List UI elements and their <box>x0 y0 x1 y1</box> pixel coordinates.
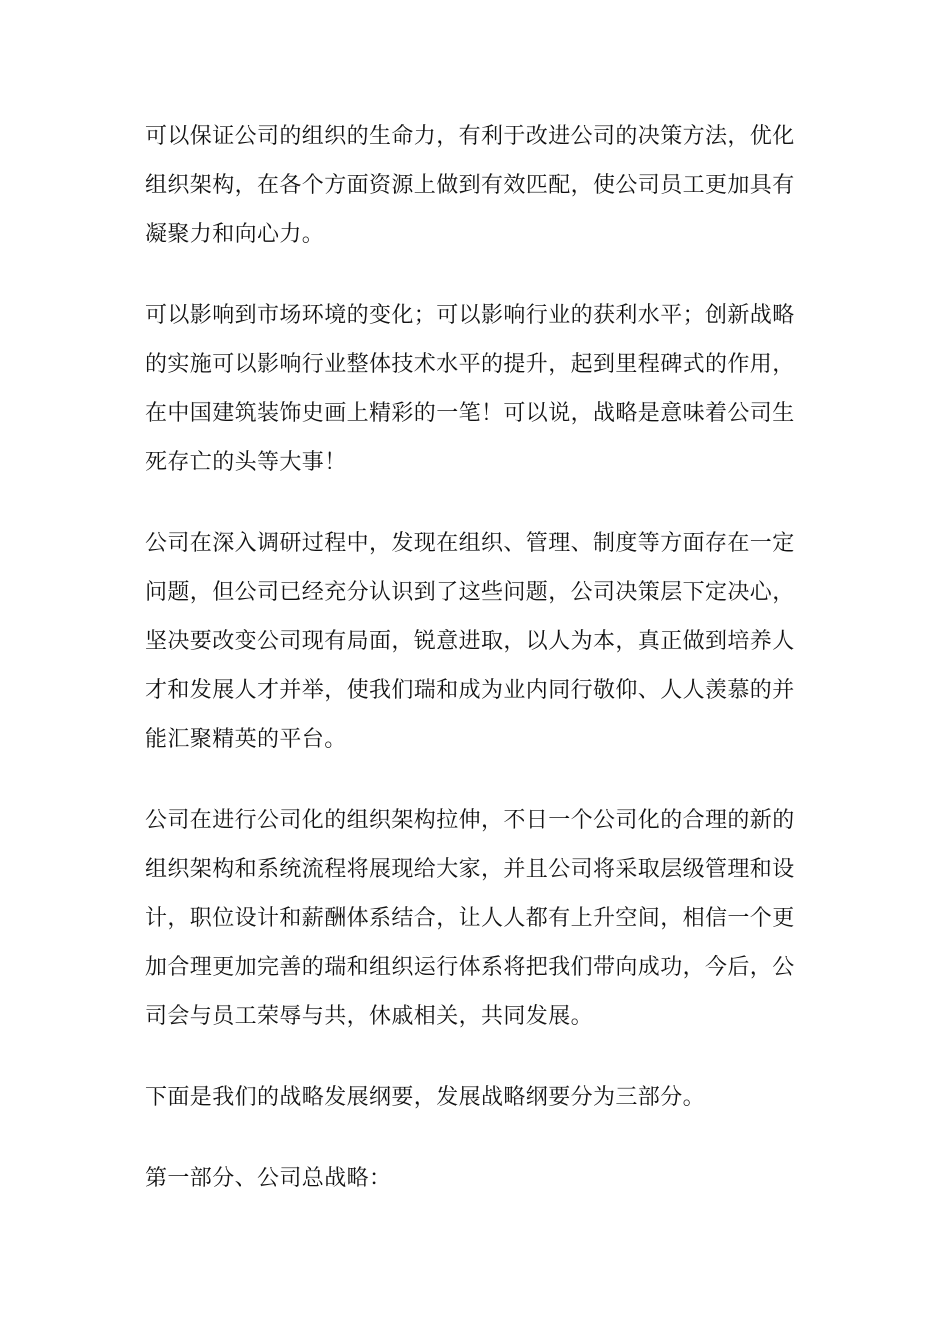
paragraph-5: 下面是我们的战略发展纲要，发展战略纲要分为三部分。 <box>145 1085 706 1110</box>
document-body <box>145 112 810 1203</box>
paragraph-2: 可以影响到市场环境的变化；可以影响行业的获利水平；创新战略的实施可以影响行业整体技术水平的提升，起到里程碑式的作用，在中国建筑装饰史画上精彩的一笔！可以说，战略是意味着公司生死存亡的头等大事！ <box>145 303 795 475</box>
paragraph-1: 可以保证公司的组织的生命力，有利于改进公司的决策方法，优化组织架构，在各个方面资源上做到有效匹配，使公司员工更加具有凝聚力和向心力。 <box>145 124 795 247</box>
paragraph-3: 公司在深入调研过程中，发现在组织、管理、制度等方面存在一定问题，但公司已经充分认识到了这些问题，公司决策层下定决心，坚决要改变公司现有局面，锐意进取，以人为本，真正做到培养人才和发展人才并举，使我们瑞和成为业内同行敬仰、人人羡慕的并能汇聚精英的平台。 <box>145 531 795 752</box>
paragraph-6: 第一部分、公司总战略： <box>145 1166 392 1191</box>
paragraph-4: 公司在进行公司化的组织架构拉伸，不日一个公司化的合理的新的组织架构和系统流程将展现给大家，并且公司将采取层级管理和设计，职位设计和薪酬体系结合，让人人都有上升空间，相信一个更加合理更加完善的瑞和组织运行体系将把我们带向成功，今后，公司会与员工荣辱与共，休戚相关，共同发展。 <box>145 808 795 1029</box>
